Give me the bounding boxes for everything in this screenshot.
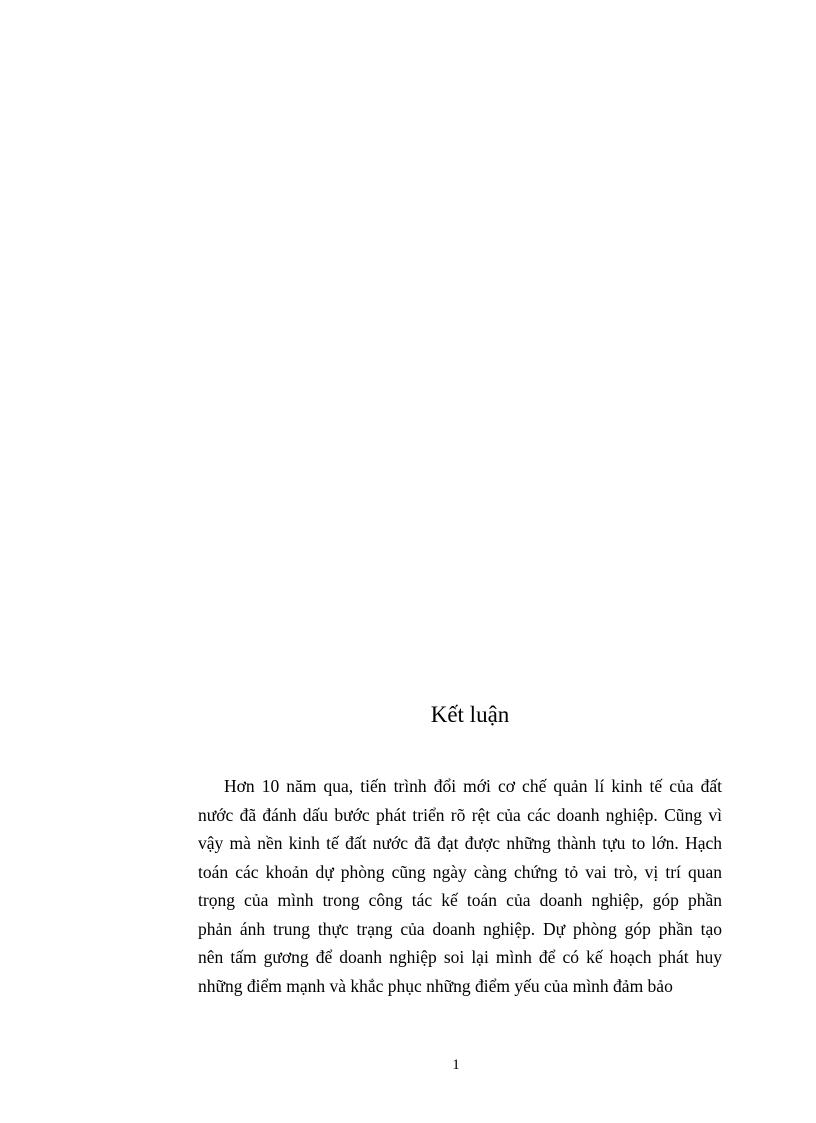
paragraph-line: những điểm mạnh và khắc phục những điểm yếu của mình đảm bảo: [198, 975, 673, 996]
paragraph-line: trọng của mình trong công tác kế toán của doanh nghiệp, góp phần: [198, 890, 722, 910]
paragraph-line: vậy mà nền kinh tế đất nước đã đạt được những thành tựu to lớn. Hạch: [198, 833, 722, 853]
page-number: 1: [452, 1057, 460, 1073]
paragraph-line: Hơn 10 năm qua, tiến trình đổi mới cơ chế quản lí kinh tế của đất: [224, 776, 722, 796]
paragraph-line: nước đã đánh dấu bước phát triển rõ rệt của các doanh nghiệp. Cũng vì: [198, 804, 722, 825]
paragraph-line: toán các khoản dự phòng cũng ngày càng chứng tỏ vai trò, vị trí quan: [198, 861, 722, 882]
section-title: Kết luận: [430, 702, 510, 727]
conclusion-paragraph: [198, 772, 722, 1000]
paragraph-line: phản ánh trung thực trạng của doanh nghiệp. Dự phòng góp phần tạo: [198, 918, 722, 939]
paragraph-line: nên tấm gương để doanh nghiệp soi lại mình để có kế hoạch phát huy: [198, 947, 722, 967]
